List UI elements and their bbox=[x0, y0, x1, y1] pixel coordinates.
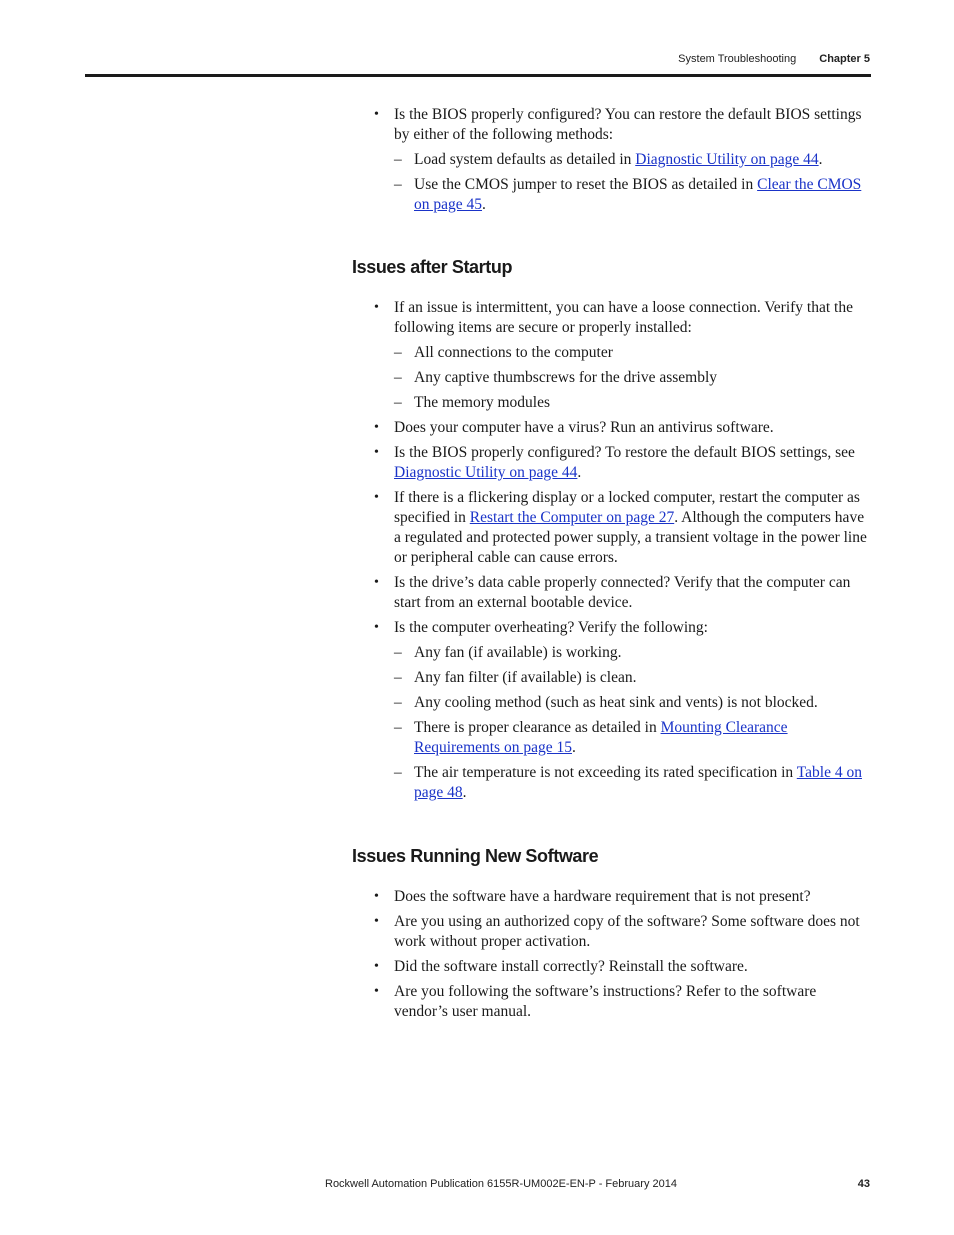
sub-list-item: – Any fan filter (if available) is clean. bbox=[394, 668, 872, 688]
sub-list-item: – There is proper clearance as detailed in Mounting Clearance Requirements on page 15. bbox=[394, 718, 872, 758]
sub-list-item: – Any cooling method (such as heat sink and vents) is not blocked. bbox=[394, 693, 872, 713]
sub-list-item: – Any fan (if available) is working. bbox=[394, 643, 872, 663]
list-item: • Is the BIOS properly configured? To restore the default BIOS settings, see Diagnostic Utility on page 44. bbox=[352, 443, 872, 483]
header-chapter: Chapter 5 bbox=[819, 53, 870, 65]
link-clear-cmos[interactable]: Clear the CMOS on page 45 bbox=[414, 176, 862, 213]
section-title-software: Issues Running New Software bbox=[352, 846, 599, 866]
list-item: • Does the software have a hardware requirement that is not present? bbox=[352, 887, 872, 907]
sub-list-item: – All connections to the computer bbox=[394, 343, 872, 363]
sub-list bbox=[394, 643, 872, 803]
sub-list-item: – Load system defaults as detailed in Diagnostic Utility on page 44. bbox=[394, 150, 872, 170]
running-header bbox=[678, 53, 870, 65]
page-content bbox=[352, 105, 872, 1022]
software-list bbox=[352, 887, 872, 1022]
header-section: System Troubleshooting bbox=[678, 53, 797, 65]
sub-list-item: – The air temperature is not exceeding its rated specification in Table 4 on page 48. bbox=[394, 763, 872, 803]
list-item: • Did the software install correctly? Reinstall the software. bbox=[352, 957, 872, 977]
footer-publication: Rockwell Automation Publication 6155R-UM002E-EN-P - February 2014 bbox=[325, 1178, 677, 1190]
link-mounting-clearance[interactable]: Mounting Clearance Requirements on page 15 bbox=[414, 719, 788, 756]
link-restart-computer[interactable]: Restart the Computer on page 27 bbox=[469, 509, 675, 526]
list-item: • Is the BIOS properly configured? You can restore the default BIOS settings by either of the following methods: – Load system defaults as detailed in Diagnostic Utility on page 44. – Use the CMOS jumper to reset the BIOS as detailed in Clear the CMOS on page 45. bbox=[352, 105, 872, 215]
sub-list-item: – Any captive thumbscrews for the drive assembly bbox=[394, 368, 872, 388]
bios-list bbox=[352, 105, 872, 215]
link-diagnostic-utility[interactable]: Diagnostic Utility on page 44 bbox=[394, 464, 578, 481]
list-item: • If there is a flickering display or a locked computer, restart the computer as specified in Restart the Computer on page 27. Although the computers have a regulated and protected power supply, a transient voltage in the power line or peripheral cable can cause errors. bbox=[352, 488, 872, 568]
link-diagnostic-utility[interactable]: Diagnostic Utility on page 44 bbox=[635, 151, 819, 168]
startup-list bbox=[352, 298, 872, 803]
section-title-startup: Issues after Startup bbox=[352, 257, 513, 277]
header-rule bbox=[85, 74, 871, 77]
list-item: • Are you using an authorized copy of the software? Some software does not work without proper activation. bbox=[352, 912, 872, 952]
sub-list bbox=[394, 150, 872, 215]
list-item: • Does your computer have a virus? Run an antivirus software. bbox=[352, 418, 872, 438]
sub-list-item: – Use the CMOS jumper to reset the BIOS as detailed in Clear the CMOS on page 45. bbox=[394, 175, 872, 215]
sub-list bbox=[394, 343, 872, 413]
list-item: • If an issue is intermittent, you can have a loose connection. Verify that the following items are secure or properly installed: – All connections to the computer – Any captive thumbscrews for the drive assembly – The memory modules bbox=[352, 298, 872, 413]
list-item: • Are you following the software’s instructions? Refer to the software vendor’s user manual. bbox=[352, 982, 872, 1022]
sub-list-item: – The memory modules bbox=[394, 393, 872, 413]
list-item: • Is the drive’s data cable properly connected? Verify that the computer can start from an external bootable device. bbox=[352, 573, 872, 613]
page-number: 43 bbox=[857, 1178, 870, 1190]
link-table-4[interactable]: Table 4 on page 48 bbox=[414, 764, 862, 801]
list-item: • Is the computer overheating? Verify the following: – Any fan (if available) is working. – Any fan filter (if available) is clean. – Any cooling method (such as heat sink and vents) is not blocked. – There is proper clearance as detailed in Mounting Clearance Requirements on page 15. – The air temperature is not exceeding its rated specification in Table 4 on page 48. bbox=[352, 618, 872, 803]
